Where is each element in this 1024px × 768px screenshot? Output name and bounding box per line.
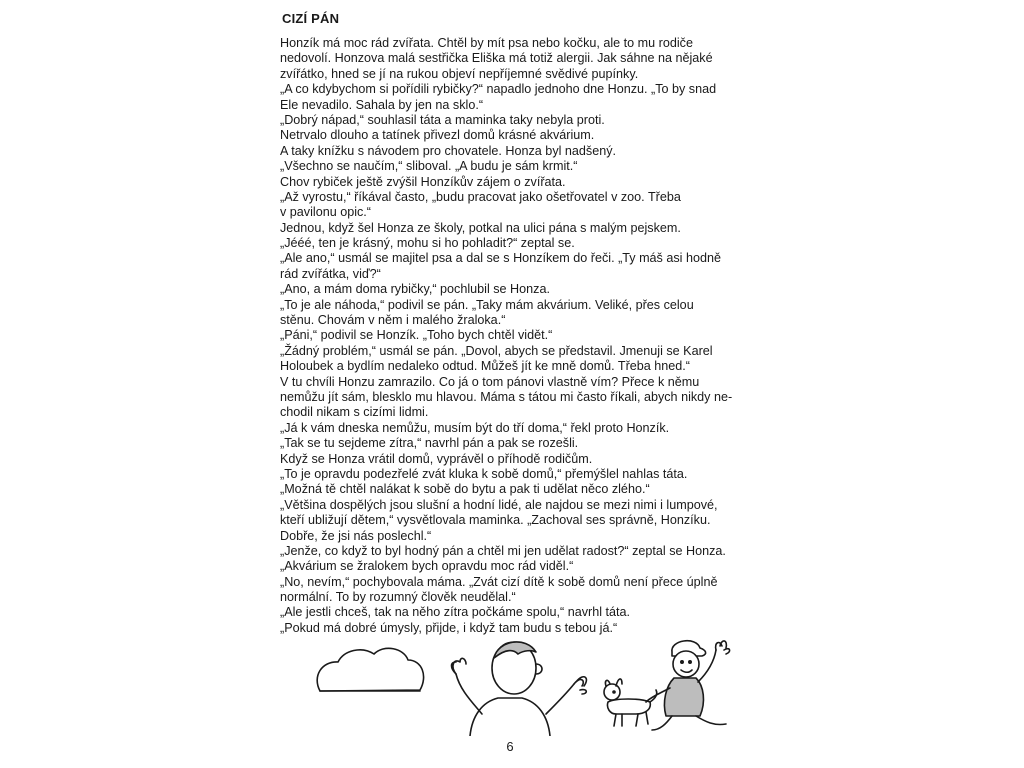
page-title: CIZÍ PÁN <box>282 11 340 26</box>
story-line: normální. To by rozumný člověk neudělal.“ <box>280 590 516 605</box>
story-line: „Dobrý nápad,“ souhlasil táta a maminka taky nebyla proti. <box>280 112 605 127</box>
story-line: „Až vyrostu,“ říkával často, „budu pracovat jako ošetřovatel v zoo. Třeba <box>280 189 681 204</box>
story-line: „Ale ano,“ usmál se majitel psa a dal se s Honzíkem do řeči. „Ty máš asi hodně <box>280 251 721 266</box>
story-line: „Jééé, ten je krásný, mohu si ho pohladit?“ zeptal se. <box>280 236 575 251</box>
story-line: Když se Honza vrátil domů, vyprávěl o příhodě rodičům. <box>280 451 593 466</box>
story-line: Chov rybiček ještě zvýšil Honzíkův zájem o zvířata. <box>280 174 566 189</box>
story-line: „Všechno se naučím,“ sliboval. „A budu je sám krmit.“ <box>280 159 578 174</box>
story-line: Dobře, že jsi nás poslechl.“ <box>280 528 432 543</box>
story-line: A taky knížku s návodem pro chovatele. Honza byl nadšený. <box>280 143 617 158</box>
boy-drawing <box>452 642 587 736</box>
story-line: „Žádný problém,“ usmál se pán. „Dovol, abych se představil. Jmenuji se Karel <box>280 343 713 358</box>
story-line: „Ale jestli chceš, tak na něho zítra počkáme spolu,“ navrhl táta. <box>280 605 630 620</box>
story-line: „Možná tě chtěl nalákat k sobě do bytu a pak ti udělat něco zlého.“ <box>280 482 650 497</box>
man-drawing <box>646 641 730 730</box>
story-line: „Páni,“ podivil se Honzík. „Toho bych chtěl vidět.“ <box>280 328 553 343</box>
story-line: Netrvalo dlouho a tatínek přivezl domů krásné akvárium. <box>280 128 595 143</box>
story-line: rád zvířátka, viď?“ <box>280 266 381 281</box>
bush-drawing <box>317 648 423 691</box>
story-line: „Většina dospělých jsou slušní a hodní lidé, ale najdou se mezi nimi i lumpové, <box>280 497 718 512</box>
story-line: chodil nikam s cizími lidmi. <box>280 405 429 420</box>
story-line: v pavilonu opic.“ <box>280 205 372 220</box>
story-line: „Akvárium se žralokem bych opravdu moc rád viděl.“ <box>280 559 574 574</box>
story-line: „Jenže, co když to byl hodný pán a chtěl mi jen udělat radost?“ zeptal se Honza. <box>280 543 726 558</box>
story-line: kteří ubližují dětem,“ vysvětlovala maminka. „Zachoval ses správně, Honzíku. <box>280 513 711 528</box>
story-text <box>280 36 750 636</box>
story-line: „Ano, a mám doma rybičky,“ pochlubil se Honza. <box>280 282 550 297</box>
story-line: „To je opravdu podezřelé zvát kluka k sobě domů,“ přemýšlel nahlas táta. <box>280 466 688 481</box>
illustration <box>300 606 760 736</box>
story-line: nemůžu jít sám, blesklo mu hlavou. Máma s tátou mi často říkali, abych nikdy ne- <box>280 389 733 404</box>
story-line: stěnu. Chovám v něm i malého žraloka.“ <box>280 313 506 328</box>
story-line: „To je ale náhoda,“ podivil se pán. „Taky mám akvárium. Veliké, přes celou <box>280 297 694 312</box>
story-line: „A co kdybychom si pořídili rybičky?“ napadlo jednoho dne Honzu. „To by snad <box>280 82 717 97</box>
story-line: Honzík má moc rád zvířata. Chtěl by mít psa nebo kočku, ale to mu rodiče <box>280 36 693 50</box>
story-line: „Pokud má dobré úmysly, přijde, i když tam budu s tebou já.“ <box>280 620 618 635</box>
story-line: nedovolí. Honzova malá sestřička Eliška má totiž alergii. Jak sáhne na nějaké <box>280 51 713 66</box>
dog-drawing <box>604 679 657 726</box>
story-line: zvířátko, hned se jí na rukou objeví nepříjemné svědivé pupínky. <box>280 66 639 81</box>
story-line: „Já k vám dneska nemůžu, musím být do tří doma,“ řekl proto Honzík. <box>280 420 670 435</box>
story-line: Ele nevadilo. Sahala by jen na sklo.“ <box>280 97 484 112</box>
page-number: 6 <box>506 739 514 754</box>
story-line: Holoubek a bydlím nedaleko odtud. Můžeš jít ke mně domů. Třeba hned.“ <box>280 359 690 374</box>
story-line: „No, nevím,“ pochybovala máma. „Zvát cizí dítě k sobě domů není přece úplně <box>280 574 718 589</box>
story-line: Jednou, když šel Honza ze školy, potkal na ulici pána s malým pejskem. <box>280 220 681 235</box>
story-line: „Tak se tu sejdeme zítra,“ navrhl pán a pak se rozešli. <box>280 436 579 451</box>
story-line: V tu chvíli Honzu zamrazilo. Co já o tom pánovi vlastně vím? Přece k němu <box>280 374 700 389</box>
